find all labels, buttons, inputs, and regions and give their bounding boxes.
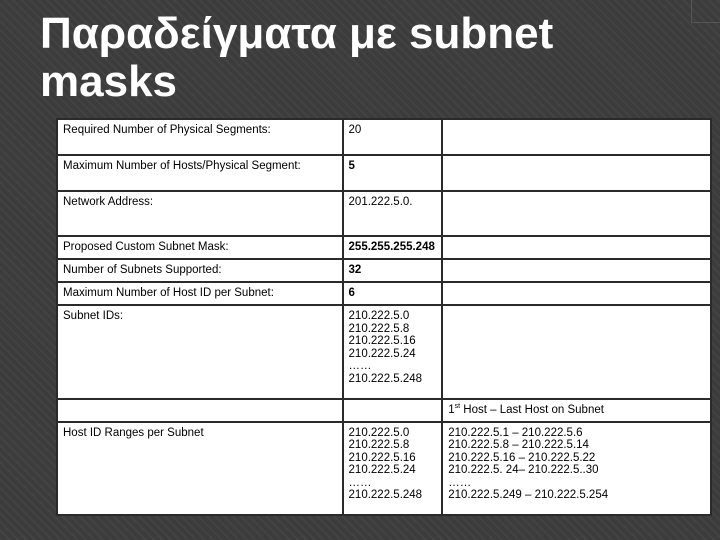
subnet-table (56, 118, 712, 516)
row-label: Network Address: (57, 191, 343, 236)
row-extra (442, 259, 711, 282)
table-row (57, 236, 711, 259)
range-header-cell (442, 399, 711, 422)
row-extra (442, 305, 711, 399)
row-value: 201.222.5.0. (343, 191, 443, 236)
slide-title: Παραδείγματα με subnet masks (40, 9, 554, 106)
row-label: Subnet IDs: (57, 305, 343, 399)
table-row (57, 191, 711, 236)
row-label: Maximum Number of Host ID per Subnet: (57, 282, 343, 305)
row-value: 210.222.5.0 210.222.5.8 210.222.5.16 210.222.5.24 …… 210.222.5.248 (343, 305, 443, 399)
row-extra (442, 119, 711, 155)
row-label: Number of Subnets Supported: (57, 259, 343, 282)
table-row (57, 422, 711, 515)
row-extra (442, 191, 711, 236)
corner-decoration (691, 0, 720, 23)
row-extra (442, 236, 711, 259)
row-value: 210.222.5.0 210.222.5.8 210.222.5.16 210.222.5.24 …… 210.222.5.248 (343, 422, 443, 515)
table-row (57, 305, 711, 399)
table-row (57, 282, 711, 305)
row-label: Host ID Ranges per Subnet (57, 422, 343, 515)
row-label: Required Number of Physical Segments: (57, 119, 343, 155)
table-row (57, 259, 711, 282)
row-label: Proposed Custom Subnet Mask: (57, 236, 343, 259)
row-value: 20 (343, 119, 443, 155)
range-header-prefix: 1 (448, 404, 455, 416)
row-value: 32 (343, 259, 443, 282)
row-value (343, 399, 443, 422)
table-row (57, 119, 711, 155)
range-header-sup: st (454, 403, 461, 411)
row-extra (442, 155, 711, 191)
range-header-text: Host – Last Host on Subnet (460, 404, 604, 416)
row-value: 6 (343, 282, 443, 305)
row-extra (442, 282, 711, 305)
row-label (57, 399, 343, 422)
row-value: 5 (343, 155, 443, 191)
row-label: Maximum Number of Hosts/Physical Segment: (57, 155, 343, 191)
table-row (57, 399, 711, 422)
row-value: 255.255.255.248 (343, 236, 443, 259)
row-extra: 210.222.5.1 – 210.222.5.6 210.222.5.8 – 210.222.5.14 210.222.5.16 – 210.222.5.22 210.222.5. 24– 210.222.5..30 …… 210.222.5.249 – 210.222.5.254 (442, 422, 711, 515)
table-row (57, 155, 711, 191)
